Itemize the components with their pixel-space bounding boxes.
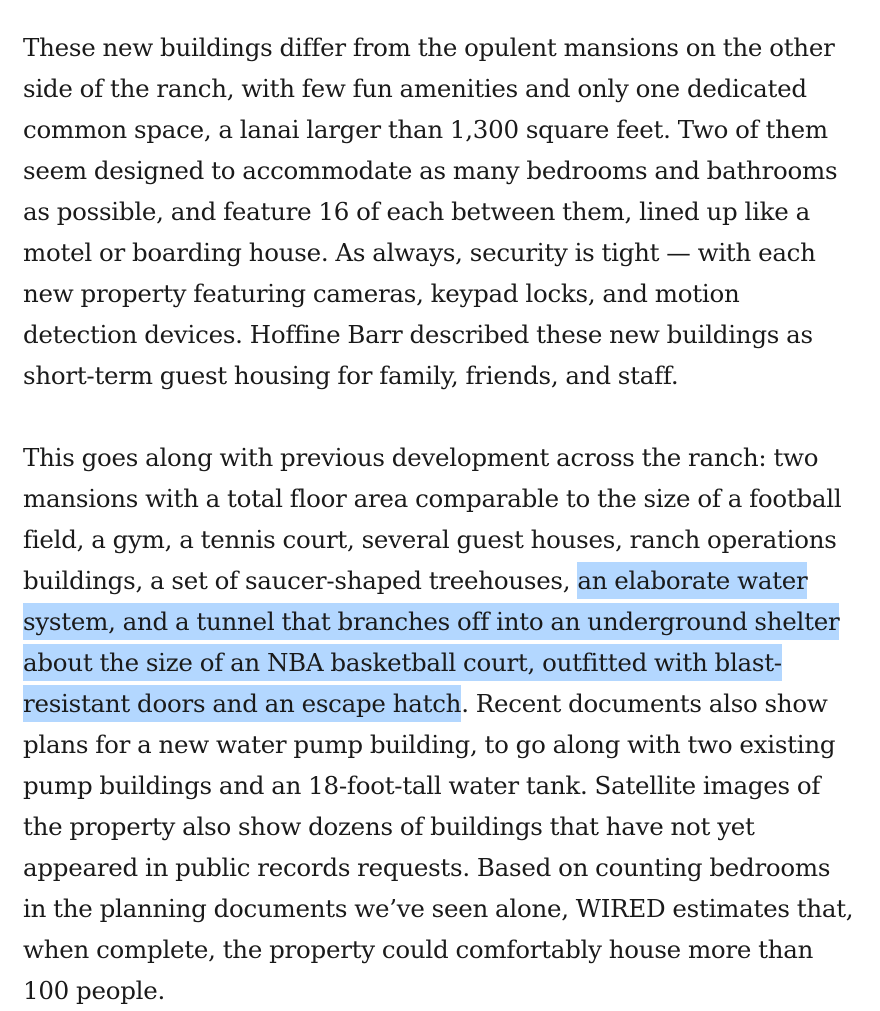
paragraph-ranch-development[interactable] [23,437,859,1011]
article-body [23,27,859,1011]
text-selection-highlight[interactable]: an elaborate water system, and a tunnel that branches off into an underground shelter about the size of an NBA basketball court, outfitted with blast-resistant doors and an escape hatch [23,562,839,722]
paragraph-text-before-selection[interactable]: This goes along with previous development across the ranch: two mansions with a total floor area comparable to the size of a football field, a gym, a tennis court, several guest houses, ranch operations buildings, a set of saucer-shaped treehouses, [23,443,842,595]
paragraph-security-housing[interactable]: These new buildings differ from the opulent mansions on the other side of the ranch, with few fun amenities and only one dedicated common space, a lanai larger than 1,300 square feet. Two of them seem designed to accommodate as many bedrooms and bathrooms as possible, and feature 16 of each between them, lined up like a motel or boarding house. As always, security is tight — with each new property featuring cameras, keypad locks, and motion detection devices. Hoffine Barr described these new buildings as short-term guest housing for family, friends, and staff. [23,33,838,390]
paragraph-text-after-selection[interactable]: . Recent documents also show plans for a new water pump building, to go along with two existing pump buildings and an 18-foot-tall water tank. Satellite images of the property also show dozens of buildings that have not yet appeared in public records requests. Based on counting bedrooms in the planning documents we’ve seen alone, WIRED estimates that, when complete, the property could comfortably house more than 100 people. [23,689,854,1005]
